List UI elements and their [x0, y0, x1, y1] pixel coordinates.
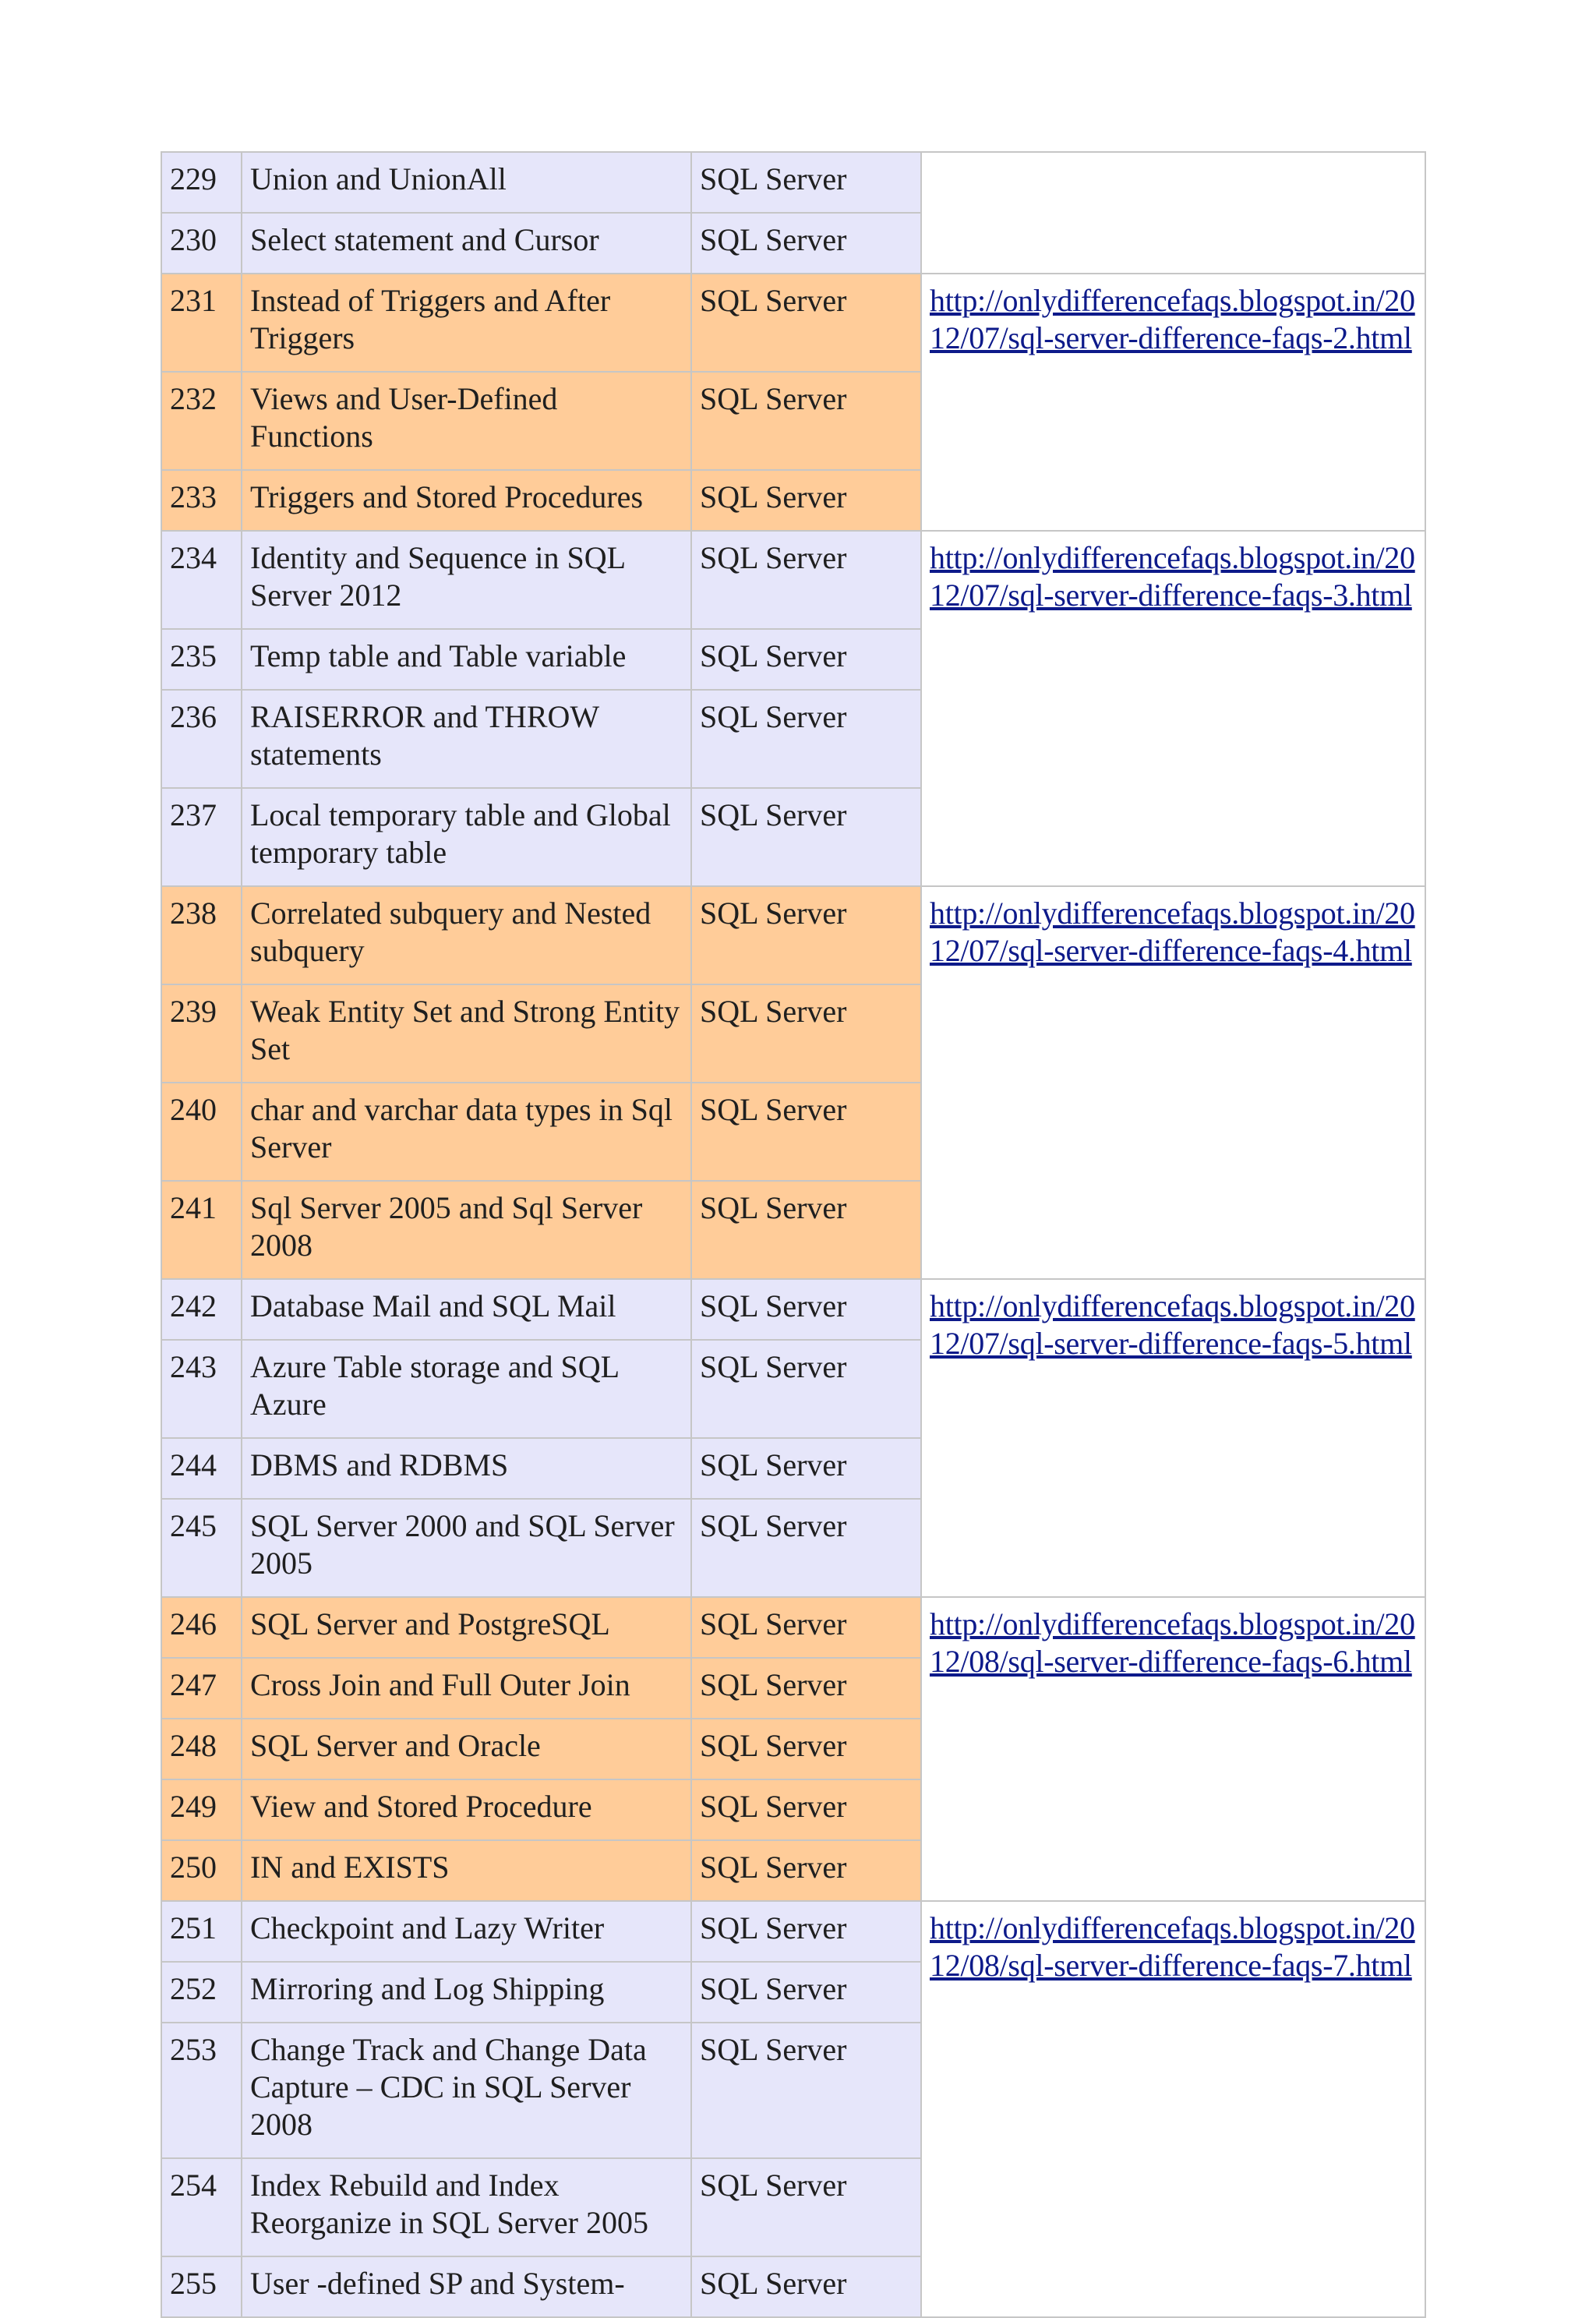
row-category: SQL Server — [691, 629, 921, 690]
row-number: 230 — [161, 213, 242, 274]
row-number: 248 — [161, 1719, 242, 1779]
row-topic: IN and EXISTS — [242, 1840, 691, 1901]
row-number: 250 — [161, 1840, 242, 1901]
row-number: 241 — [161, 1181, 242, 1279]
row-number: 245 — [161, 1499, 242, 1597]
reference-link-cell — [921, 531, 1425, 886]
row-topic: Change Track and Change Data Capture – CDC in SQL Server 2008 — [242, 2023, 691, 2158]
row-number: 237 — [161, 788, 242, 886]
row-number: 244 — [161, 1438, 242, 1499]
row-number: 247 — [161, 1658, 242, 1719]
table-row — [161, 531, 1425, 629]
row-category: SQL Server — [691, 1901, 921, 1962]
row-number: 254 — [161, 2158, 242, 2256]
reference-link[interactable]: http://onlydifferencefaqs.blogspot.in/2012/07/sql-server-difference-faqs-5.html — [930, 1288, 1415, 1361]
row-category: SQL Server — [691, 1597, 921, 1658]
table-row — [161, 886, 1425, 984]
row-topic: SQL Server 2000 and SQL Server 2005 — [242, 1499, 691, 1597]
row-category: SQL Server — [691, 1279, 921, 1340]
row-topic: RAISERROR and THROW statements — [242, 690, 691, 788]
row-topic: Sql Server 2005 and Sql Server 2008 — [242, 1181, 691, 1279]
row-topic: Cross Join and Full Outer Join — [242, 1658, 691, 1719]
row-category: SQL Server — [691, 531, 921, 629]
row-category: SQL Server — [691, 1719, 921, 1779]
row-number: 252 — [161, 1962, 242, 2023]
row-topic: Temp table and Table variable — [242, 629, 691, 690]
reference-link-cell — [921, 1901, 1425, 2317]
reference-link-cell — [921, 152, 1425, 274]
reference-link-cell — [921, 1279, 1425, 1597]
row-category: SQL Server — [691, 2158, 921, 2256]
table-row — [161, 1597, 1425, 1658]
row-topic: SQL Server and PostgreSQL — [242, 1597, 691, 1658]
row-topic: Database Mail and SQL Mail — [242, 1279, 691, 1340]
row-topic: Identity and Sequence in SQL Server 2012 — [242, 531, 691, 629]
row-topic: Triggers and Stored Procedures — [242, 470, 691, 531]
row-number: 234 — [161, 531, 242, 629]
row-category: SQL Server — [691, 690, 921, 788]
row-number: 251 — [161, 1901, 242, 1962]
row-category: SQL Server — [691, 788, 921, 886]
row-topic: char and varchar data types in Sql Server — [242, 1083, 691, 1181]
difference-faqs-table — [161, 151, 1426, 2318]
row-number: 253 — [161, 2023, 242, 2158]
row-topic: SQL Server and Oracle — [242, 1719, 691, 1779]
row-number: 236 — [161, 690, 242, 788]
reference-link-cell — [921, 886, 1425, 1279]
row-category: SQL Server — [691, 1779, 921, 1840]
row-category: SQL Server — [691, 1438, 921, 1499]
row-number: 243 — [161, 1340, 242, 1438]
row-topic: Local temporary table and Global temporary table — [242, 788, 691, 886]
row-number: 229 — [161, 152, 242, 213]
row-category: SQL Server — [691, 1658, 921, 1719]
row-category: SQL Server — [691, 152, 921, 213]
row-topic: Index Rebuild and Index Reorganize in SQL Server 2005 — [242, 2158, 691, 2256]
row-number: 232 — [161, 372, 242, 470]
row-category: SQL Server — [691, 1083, 921, 1181]
row-category: SQL Server — [691, 1340, 921, 1438]
row-topic: Checkpoint and Lazy Writer — [242, 1901, 691, 1962]
row-number: 242 — [161, 1279, 242, 1340]
reference-link-cell — [921, 274, 1425, 531]
row-topic: Views and User-Defined Functions — [242, 372, 691, 470]
row-topic: Azure Table storage and SQL Azure — [242, 1340, 691, 1438]
reference-link[interactable]: http://onlydifferencefaqs.blogspot.in/2012/08/sql-server-difference-faqs-6.html — [930, 1606, 1415, 1679]
row-category: SQL Server — [691, 1181, 921, 1279]
reference-link[interactable]: http://onlydifferencefaqs.blogspot.in/2012/07/sql-server-difference-faqs-4.html — [930, 896, 1415, 968]
row-category: SQL Server — [691, 1840, 921, 1901]
faq-table-body — [161, 152, 1425, 2317]
row-number: 231 — [161, 274, 242, 372]
row-number: 238 — [161, 886, 242, 984]
row-number: 233 — [161, 470, 242, 531]
row-topic: User -defined SP and System- — [242, 2256, 691, 2317]
row-topic: Weak Entity Set and Strong Entity Set — [242, 984, 691, 1083]
row-category: SQL Server — [691, 2256, 921, 2317]
row-category: SQL Server — [691, 1962, 921, 2023]
reference-link[interactable]: http://onlydifferencefaqs.blogspot.in/2012/08/sql-server-difference-faqs-7.html — [930, 1910, 1415, 1983]
table-row — [161, 152, 1425, 213]
row-topic: View and Stored Procedure — [242, 1779, 691, 1840]
row-topic: Mirroring and Log Shipping — [242, 1962, 691, 2023]
row-category: SQL Server — [691, 2023, 921, 2158]
row-category: SQL Server — [691, 274, 921, 372]
row-category: SQL Server — [691, 213, 921, 274]
row-number: 235 — [161, 629, 242, 690]
reference-link[interactable]: http://onlydifferencefaqs.blogspot.in/2012/07/sql-server-difference-faqs-2.html — [930, 283, 1415, 355]
row-topic: Select statement and Cursor — [242, 213, 691, 274]
row-number: 239 — [161, 984, 242, 1083]
row-topic: Union and UnionAll — [242, 152, 691, 213]
row-category: SQL Server — [691, 470, 921, 531]
row-number: 255 — [161, 2256, 242, 2317]
row-topic: Instead of Triggers and After Triggers — [242, 274, 691, 372]
row-topic: Correlated subquery and Nested subquery — [242, 886, 691, 984]
table-row — [161, 1279, 1425, 1340]
row-topic: DBMS and RDBMS — [242, 1438, 691, 1499]
reference-link[interactable]: http://onlydifferencefaqs.blogspot.in/2012/07/sql-server-difference-faqs-3.html — [930, 540, 1415, 613]
row-category: SQL Server — [691, 886, 921, 984]
row-number: 249 — [161, 1779, 242, 1840]
table-row — [161, 1901, 1425, 1962]
table-row — [161, 274, 1425, 372]
row-number: 240 — [161, 1083, 242, 1181]
row-category: SQL Server — [691, 1499, 921, 1597]
reference-link-cell — [921, 1597, 1425, 1901]
row-category: SQL Server — [691, 984, 921, 1083]
row-category: SQL Server — [691, 372, 921, 470]
row-number: 246 — [161, 1597, 242, 1658]
